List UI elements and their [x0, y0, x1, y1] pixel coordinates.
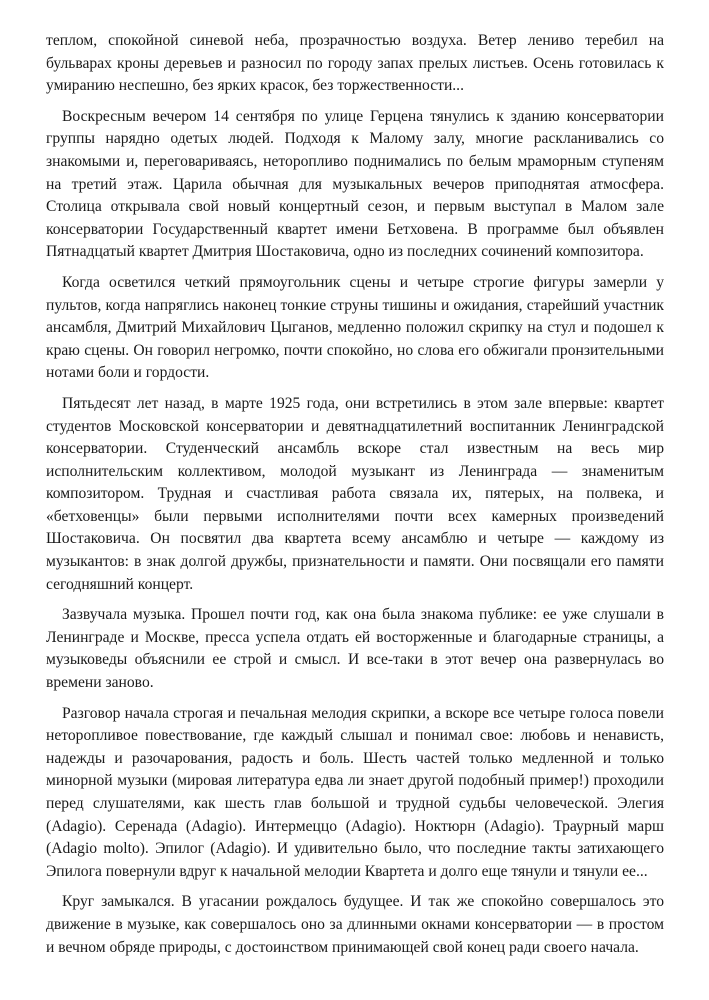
- paragraph-2: Воскресным вечером 14 сентября по улице Герцена тянулись к зданию консерватории группы нарядно одетых людей. Подходя к Малому залу, многие раскланивались со знакомыми и, переговариваясь, неторопливо поднимались по белым мраморным ступеням на третий этаж. Царила обычная для музыкальных вечеров приподнятая атмосфера. Столица открывала свой новый концертный сезон, и первым выступал в Малом зале консерватории Государственный квартет имени Бетховена. В программе был объявлен Пятнадцатый квартет Дмитрия Шостаковича, одно из последних сочинений композитора.: [46, 107, 664, 261]
- document-page: [46, 30, 664, 967]
- paragraph-4: Пятьдесят лет назад, в марте 1925 года, они встретились в этом зале впервые: квартет студентов Московской консерватории и девятнадцатилетний воспитанник Ленинградской консерватории. Студенческий ансамбль вскоре стал известным на весь мир исполнительским коллективом, молодой музыкант из Ленинграда — знаменитым композитором. Трудная и счастливая работа связала их, пятерых, на полвека, и «бетховенцы» были первыми исполнителями почти всех камерных произведений Шостаковича. Он посвятил два квартета всему ансамблю и четыре — каждому из музыкантов: в знак долгой дружбы, признательности и памяти. Они посвящали его памяти сегодняшний концерт.: [46, 394, 664, 593]
- paragraph-3: Когда осветился четкий прямоугольник сцены и четыре строгие фигуры замерли у пультов, когда напряглись наконец тонкие струны тишины и ожидания, старейший участник ансамбля, Дмитрий Михайлович Цыганов, медленно положил скрипку на стул и подошел к краю сцены. Он говорил негромко, почти спокойно, но слова его обжигали пронзительными нотами боли и гордости.: [46, 273, 664, 382]
- paragraph-7: Круг замыкался. В угасании рождалось будущее. И так же спокойно совершалось это движение в музыке, как совершалось оно за длинными окнами консерватории — в простом и вечном обряде природы, с достоинством принимающей свой конец ради своего начала.: [46, 893, 664, 956]
- paragraph-6: Разговор начала строгая и печальная мелодия скрипки, а вскоре все четыре голоса повели неторопливое повествование, где каждый слышал и понимал свое: любовь и ненависть, надежды и разочарования, радость и боль. Шесть частей только медленной и только минорной музыки (мировая литература едва ли знает другой подобный пример!) проходили перед слушателями, как шесть глав большой и трудной судьбы человеческой. Элегия (Adagio). Серенада (Adagio). Интермеццо (Adagio). Ноктюрн (Adagio). Траурный марш (Adagio molto). Эпилог (Adagio). И удивительно было, что последние такты затихающего Эпилога повернули вдруг к начальной мелодии Квартета и долго еще тянули и тянули ее...: [46, 704, 664, 880]
- paragraph-1: теплом, спокойной синевой неба, прозрачностью воздуха. Ветер лениво теребил на бульварах кроны деревьев и разносил по городу запах прелых листьев. Осень готовилась к умиранию неспешно, без ярких красок, без торжественности...: [46, 32, 664, 95]
- paragraph-5: Зазвучала музыка. Прошел почти год, как она была знакома публике: ее уже слушали в Ленинграде и Москве, пресса успела отдать ей восторженные и благодарные страницы, а музыковеды объяснили ее строй и смысл. И все-таки в этот вечер она развернулась во времени заново.: [46, 606, 664, 692]
